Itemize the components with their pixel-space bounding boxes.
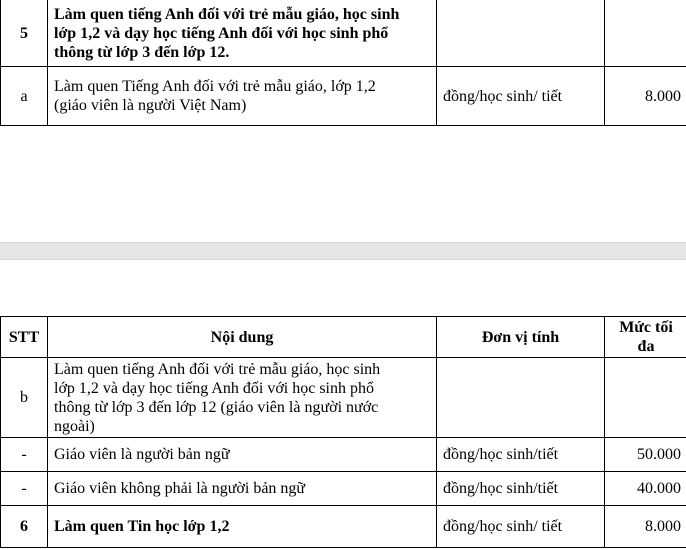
table-row [1,358,686,438]
content-cell: Giáo viên là người bản ngữ [48,438,437,472]
content-cell: Làm quen Tin học lớp 1,2 [48,506,437,548]
fee-table-page-1 [0,0,686,126]
unit-cell [437,358,605,438]
fee-table-page-2 [0,316,686,548]
table-row [1,438,686,472]
stt-cell: - [1,472,48,506]
table-row [1,0,686,67]
header-stt: STT [1,317,48,358]
table-row [1,67,686,126]
content-line: Làm quen tiếng Anh đối với trẻ mẫu giáo, học sinh [54,5,400,23]
page-break [0,242,686,260]
content-line: thông từ lớp 3 đến lớp 12. [54,43,230,61]
content-cell [48,358,437,438]
content-cell [48,0,437,67]
unit-cell: đồng/học sinh/tiết [437,472,605,506]
price-cell: 8.000 [605,506,686,548]
content-line: lớp 1,2 và dạy học tiếng Anh đối với học sinh phổ [54,24,389,42]
table-row [1,506,686,548]
price-cell [605,358,686,438]
unit-cell [437,0,605,67]
stt-cell: b [1,358,48,438]
table-row [1,472,686,506]
content-line: thông từ lớp 3 đến lớp 12 (giáo viên là người nước [54,398,379,416]
content-line: Làm quen Tiếng Anh đối với trẻ mẫu giáo, lớp 1,2 [54,78,376,95]
price-cell: 40.000 [605,472,686,506]
price-cell: 50.000 [605,438,686,472]
header-content: Nội dung [48,317,437,358]
stt-cell: 6 [1,506,48,548]
header-unit: Đơn vị tính [437,317,605,358]
unit-cell: đồng/học sinh/ tiết [437,506,605,548]
header-price-line: đa [637,338,655,355]
unit-cell: đồng/học sinh/tiết [437,438,605,472]
table-header-row [1,317,686,358]
content-line: ngoài) [54,417,95,435]
stt-cell: - [1,438,48,472]
stt-cell: a [1,67,48,126]
header-price-line: Mức tối [619,319,673,336]
content-line: Làm quen tiếng Anh đối với trẻ mẫu giáo, học sinh [54,360,381,378]
content-line: lớp 1,2 và dạy học tiếng Anh đối với học sinh phổ [54,379,374,397]
unit-cell: đồng/học sinh/ tiết [437,67,605,126]
price-cell [605,0,686,67]
content-line: (giáo viên là người Việt Nam) [54,97,247,114]
content-cell [48,67,437,126]
stt-cell: 5 [1,0,48,67]
content-cell: Giáo viên không phải là người bản ngữ [48,472,437,506]
header-price [605,317,686,358]
price-cell: 8.000 [605,67,686,126]
